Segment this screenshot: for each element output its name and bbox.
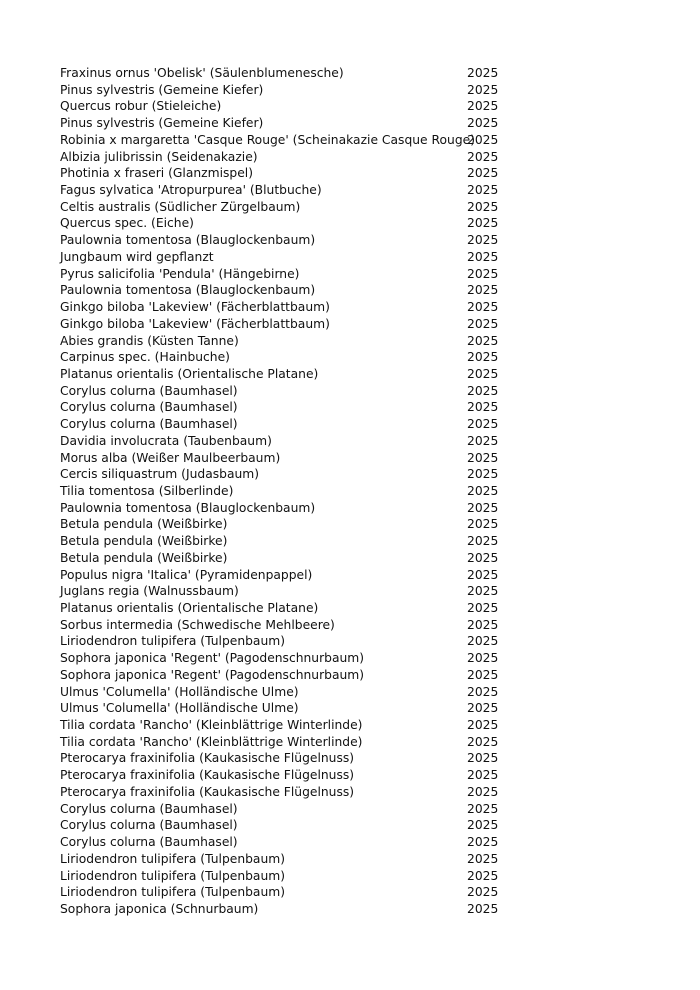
table-row [60,868,510,885]
planting-year-cell: 2025 [467,734,499,749]
planting-year-cell: 2025 [467,450,499,465]
planting-year-cell: 2025 [467,183,499,198]
tree-species-cell: Davidia involucrata (Taubenbaum) [60,433,272,448]
planting-year-cell: 2025 [467,851,499,866]
planting-year-cell: 2025 [467,584,499,599]
table-row [60,667,510,684]
tree-species-cell: Corylus colurna (Baumhasel) [60,383,238,398]
tree-species-cell: Corylus colurna (Baumhasel) [60,818,238,833]
planting-year-cell: 2025 [467,66,499,80]
tree-species-cell: Pterocarya fraxinifolia (Kaukasische Flügelnuss) [60,751,355,766]
tree-species-cell: Sophora japonica 'Regent' (Pagodenschnurbaum) [60,667,365,682]
tree-species-cell: Paulownia tomentosa (Blauglockenbaum) [60,500,316,515]
planting-year-cell: 2025 [467,617,499,632]
planting-year-cell: 2025 [467,266,499,281]
tree-species-cell: Juglans regia (Walnussbaum) [60,584,239,599]
table-row [60,884,510,901]
tree-species-cell: Tilia cordata 'Rancho' (Kleinblättrige Winterlinde) [60,734,363,749]
planting-year-cell: 2025 [467,99,499,114]
table-row [60,851,510,868]
planting-year-cell: 2025 [467,500,499,515]
planting-year-cell: 2025 [467,383,499,398]
planting-year-cell: 2025 [467,417,499,432]
planting-year-cell: 2025 [467,718,499,733]
table-row [60,349,510,366]
table-row [60,583,510,600]
table-row [60,399,510,416]
planting-year-cell: 2025 [467,483,499,498]
table-row [60,316,510,333]
tree-species-cell: Albizia julibrissin (Seidenakazie) [60,149,258,164]
tree-species-cell: Quercus spec. (Eiche) [60,216,194,231]
planting-year-cell: 2025 [467,316,499,331]
table-row [60,767,510,784]
table-row [60,516,510,533]
table-row [60,98,510,115]
table-row [60,249,510,266]
planting-year-cell: 2025 [467,166,499,181]
tree-species-cell: Liriodendron tulipifera (Tulpenbaum) [60,885,286,900]
table-row [60,734,510,751]
tree-species-cell: Paulownia tomentosa (Blauglockenbaum) [60,233,316,248]
planting-year-cell: 2025 [467,701,499,716]
tree-species-cell: Cercis siliquastrum (Judasbaum) [60,467,260,482]
tree-species-cell: Morus alba (Weißer Maulbeerbaum) [60,450,281,465]
table-row [60,617,510,634]
table-row [60,801,510,818]
planting-year-cell: 2025 [467,667,499,682]
planting-year-cell: 2025 [467,801,499,816]
planting-year-cell: 2025 [467,751,499,766]
table-row [60,550,510,567]
table-row [60,533,510,550]
planting-year-cell: 2025 [467,199,499,214]
table-row [60,366,510,383]
tree-species-cell: Corylus colurna (Baumhasel) [60,400,238,415]
tree-species-cell: Pterocarya fraxinifolia (Kaukasische Flügelnuss) [60,768,355,783]
table-row [60,633,510,650]
table-row [60,416,510,433]
table-row [60,299,510,316]
table-row [60,333,510,350]
planting-year-cell: 2025 [467,601,499,615]
tree-species-cell: Corylus colurna (Baumhasel) [60,417,238,432]
planting-year-cell: 2025 [467,249,499,264]
tree-species-cell: Jungbaum wird gepflanzt [60,249,214,264]
tree-species-cell: Sophora japonica 'Regent' (Pagodenschnurbaum) [60,651,365,666]
planting-year-cell: 2025 [467,550,499,565]
table-row [60,433,510,450]
table-row [60,901,510,918]
planting-year-cell: 2025 [467,333,499,348]
planting-year-cell: 2025 [467,283,499,298]
table-row [60,383,510,400]
table-row [60,266,510,283]
tree-species-cell: Betula pendula (Weißbirke) [60,534,228,549]
planting-year-cell: 2025 [467,534,499,549]
planting-year-cell: 2025 [467,433,499,448]
planting-year-cell: 2025 [467,567,499,582]
tree-species-cell: Ulmus 'Columella' (Holländische Ulme) [60,684,299,699]
planting-year-cell: 2025 [467,350,499,365]
tree-species-cell: Sophora japonica (Schnurbaum) [60,901,259,916]
table-row [60,132,510,149]
tree-species-cell: Ulmus 'Columella' (Holländische Ulme) [60,701,299,716]
table-row [60,700,510,717]
tree-species-cell: Platanus orientalis (Orientalische Platane) [60,366,319,381]
planting-year-cell: 2025 [467,901,499,916]
tree-species-cell: Pinus sylvestris (Gemeine Kiefer) [60,82,264,97]
tree-species-cell: Pyrus salicifolia 'Pendula' (Hängebirne) [60,266,300,281]
planting-year-cell: 2025 [467,835,499,850]
tree-species-cell: Liriodendron tulipifera (Tulpenbaum) [60,868,286,883]
tree-species-cell: Abies grandis (Küsten Tanne) [60,333,239,348]
tree-species-cell: Carpinus spec. (Hainbuche) [60,350,230,365]
planting-year-cell: 2025 [467,651,499,666]
planting-year-cell: 2025 [467,517,499,532]
tree-species-cell: Betula pendula (Weißbirke) [60,517,228,532]
tree-planting-table [60,65,510,918]
tree-species-cell: Fraxinus ornus 'Obelisk' (Säulenblumenesche) [60,66,344,80]
planting-year-cell: 2025 [467,82,499,97]
planting-year-cell: 2025 [467,634,499,649]
table-row [60,165,510,182]
table-row [60,567,510,584]
planting-year-cell: 2025 [467,149,499,164]
planting-year-cell: 2025 [467,366,499,381]
table-row [60,466,510,483]
planting-year-cell: 2025 [467,400,499,415]
planting-year-cell: 2025 [467,784,499,799]
tree-species-cell: Platanus orientalis (Orientalische Platane) [60,601,319,615]
table-row [60,115,510,132]
tree-species-cell: Populus nigra 'Italica' (Pyramidenpappel) [60,567,313,582]
tree-species-cell: Celtis australis (Südlicher Zürgelbaum) [60,199,301,214]
table-row [60,684,510,701]
table-row [60,149,510,166]
tree-species-cell: Fagus sylvatica 'Atropurpurea' (Blutbuche) [60,183,322,198]
tree-species-cell: Robinia x margaretta 'Casque Rouge' (Scheinakazie Casque Rouge) [60,132,475,147]
tree-species-cell: Betula pendula (Weißbirke) [60,550,228,565]
tree-species-cell: Pterocarya fraxinifolia (Kaukasische Flügelnuss) [60,784,355,799]
tree-species-cell: Tilia cordata 'Rancho' (Kleinblättrige Winterlinde) [60,718,363,733]
table-row [60,65,510,82]
table-row [60,817,510,834]
planting-year-cell: 2025 [467,684,499,699]
table-row [60,600,510,617]
table-row [60,215,510,232]
table-row [60,232,510,249]
planting-year-cell: 2025 [467,216,499,231]
tree-species-cell: Sorbus intermedia (Schwedische Mehlbeere) [60,617,335,632]
tree-species-cell: Ginkgo biloba 'Lakeview' (Fächerblattbaum) [60,316,330,331]
planting-year-cell: 2025 [467,768,499,783]
planting-year-cell: 2025 [467,116,499,131]
table-row [60,182,510,199]
planting-year-cell: 2025 [467,818,499,833]
tree-species-cell: Quercus robur (Stieleiche) [60,99,222,114]
planting-year-cell: 2025 [467,132,499,147]
planting-year-cell: 2025 [467,868,499,883]
tree-species-cell: Pinus sylvestris (Gemeine Kiefer) [60,116,264,131]
planting-year-cell: 2025 [467,885,499,900]
tree-species-cell: Corylus colurna (Baumhasel) [60,801,238,816]
tree-species-cell: Ginkgo biloba 'Lakeview' (Fächerblattbaum) [60,300,330,315]
table-row [60,784,510,801]
table-row [60,450,510,467]
tree-species-cell: Corylus colurna (Baumhasel) [60,835,238,850]
planting-year-cell: 2025 [467,233,499,248]
table-row [60,500,510,517]
planting-year-cell: 2025 [467,300,499,315]
table-row [60,199,510,216]
tree-species-cell: Liriodendron tulipifera (Tulpenbaum) [60,634,286,649]
table-row [60,650,510,667]
tree-species-cell: Paulownia tomentosa (Blauglockenbaum) [60,283,316,298]
table-row [60,717,510,734]
tree-species-cell: Photinia x fraseri (Glanzmispel) [60,166,253,181]
table-row [60,834,510,851]
tree-species-cell: Tilia tomentosa (Silberlinde) [60,483,234,498]
table-row [60,483,510,500]
table-row [60,750,510,767]
table-row [60,282,510,299]
table-row [60,82,510,99]
planting-year-cell: 2025 [467,467,499,482]
tree-species-cell: Liriodendron tulipifera (Tulpenbaum) [60,851,286,866]
